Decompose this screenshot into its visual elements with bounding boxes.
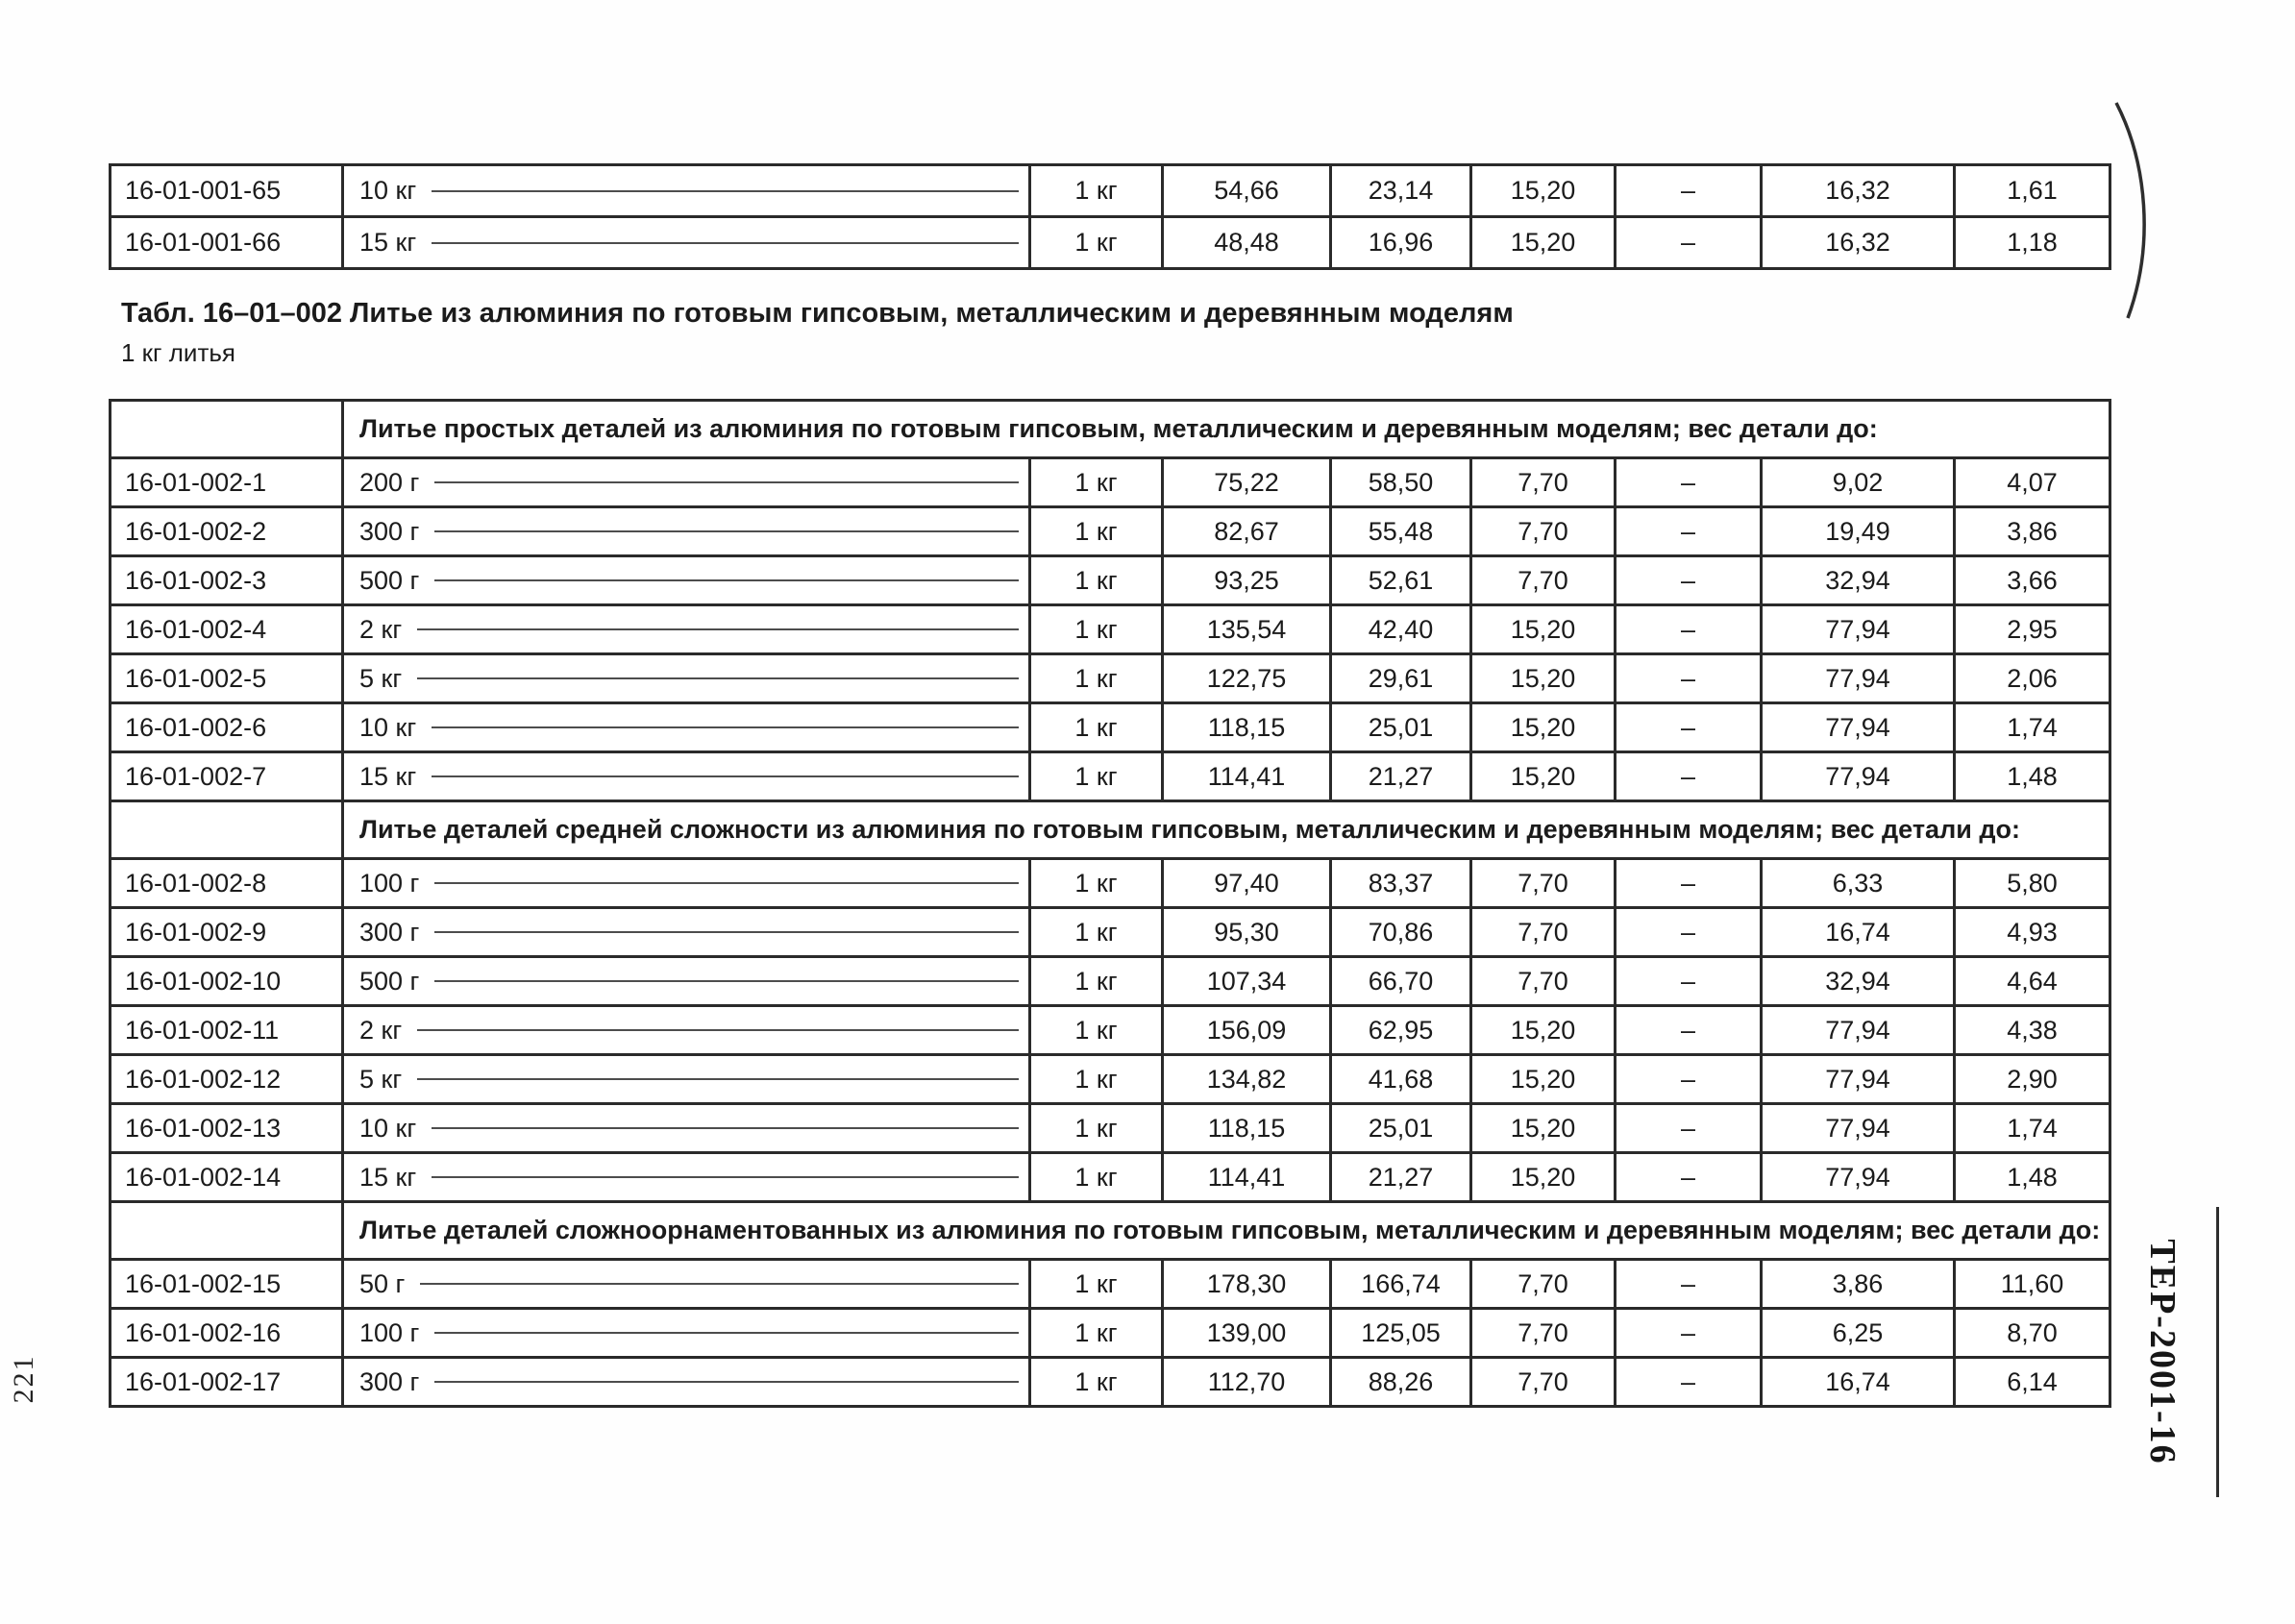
code-cell: 16-01-002-8 (111, 859, 343, 908)
description-cell (343, 859, 1030, 908)
description-wrap (344, 566, 1028, 596)
table-row (111, 1309, 2110, 1358)
description-text: 15 кг (359, 761, 417, 791)
value-cell: 1,61 (1955, 165, 2110, 217)
value-cell: 4,07 (1955, 458, 2110, 507)
value-cell: 156,09 (1163, 1006, 1331, 1055)
unit-cell: 1 кг (1030, 1153, 1163, 1202)
page-number-label: 221 (8, 1354, 39, 1404)
value-cell: – (1616, 654, 1762, 703)
value-cell: 6,33 (1762, 859, 1955, 908)
description-cell (343, 1055, 1030, 1104)
description-wrap (344, 869, 1028, 898)
value-cell: 118,15 (1163, 1104, 1331, 1153)
leader-line (432, 726, 1019, 728)
code-cell: 16-01-002-6 (111, 703, 343, 752)
table-row (111, 165, 2110, 217)
value-cell: 1,74 (1955, 703, 2110, 752)
description-text: 10 кг (359, 176, 417, 205)
value-cell: 107,34 (1163, 957, 1331, 1006)
value-cell: 88,26 (1331, 1358, 1471, 1407)
value-cell: 6,25 (1762, 1309, 1955, 1358)
value-cell: 2,95 (1955, 605, 2110, 654)
empty-cell (111, 401, 343, 458)
leader-line (432, 1127, 1019, 1129)
unit-cell: 1 кг (1030, 957, 1163, 1006)
value-cell: 16,32 (1762, 165, 1955, 217)
description-cell (343, 507, 1030, 556)
value-cell: 8,70 (1955, 1309, 2110, 1358)
description-text: 100 г (359, 868, 420, 898)
value-cell: – (1616, 1055, 1762, 1104)
leader-line (432, 242, 1019, 244)
description-wrap (344, 468, 1028, 498)
value-cell: 29,61 (1331, 654, 1471, 703)
description-wrap (344, 918, 1028, 947)
value-cell: 83,37 (1331, 859, 1471, 908)
value-cell: 16,74 (1762, 908, 1955, 957)
value-cell: 23,14 (1331, 165, 1471, 217)
table-row (111, 1260, 2110, 1309)
value-cell: 77,94 (1762, 752, 1955, 801)
table-row (111, 752, 2110, 801)
leader-line (434, 1332, 1019, 1334)
value-cell: 77,94 (1762, 654, 1955, 703)
description-cell (343, 1006, 1030, 1055)
unit-cell: 1 кг (1030, 703, 1163, 752)
description-wrap (344, 967, 1028, 997)
value-cell: – (1616, 1153, 1762, 1202)
section-header-row (111, 1202, 2110, 1260)
leader-line (434, 481, 1019, 483)
description-cell (343, 1104, 1030, 1153)
empty-cell (111, 801, 343, 859)
code-cell: 16-01-002-3 (111, 556, 343, 605)
leader-line (434, 1381, 1019, 1383)
description-text: 15 кг (359, 1162, 417, 1192)
value-cell: – (1616, 1260, 1762, 1309)
code-cell: 16-01-001-66 (111, 217, 343, 269)
table-row (111, 458, 2110, 507)
leader-line (420, 1283, 1019, 1285)
description-text: 2 кг (359, 614, 403, 644)
value-cell: 55,48 (1331, 507, 1471, 556)
description-wrap (344, 664, 1028, 694)
description-cell (343, 1153, 1030, 1202)
description-text: 10 кг (359, 1113, 417, 1143)
description-text: 200 г (359, 467, 420, 497)
table-row (111, 957, 2110, 1006)
leader-line (417, 1078, 1019, 1080)
value-cell: – (1616, 859, 1762, 908)
value-cell: 7,70 (1471, 556, 1616, 605)
value-cell: 77,94 (1762, 1104, 1955, 1153)
value-cell: 118,15 (1163, 703, 1331, 752)
value-cell: 3,66 (1955, 556, 2110, 605)
value-cell: 97,40 (1163, 859, 1331, 908)
value-cell: 178,30 (1163, 1260, 1331, 1309)
unit-cell: 1 кг (1030, 507, 1163, 556)
value-cell: 15,20 (1471, 165, 1616, 217)
table-row (111, 556, 2110, 605)
value-cell: 62,95 (1331, 1006, 1471, 1055)
code-cell: 16-01-002-4 (111, 605, 343, 654)
leader-line (432, 1176, 1019, 1178)
unit-cell: 1 кг (1030, 1104, 1163, 1153)
description-cell (343, 458, 1030, 507)
table-row (111, 908, 2110, 957)
leader-line (417, 628, 1019, 630)
value-cell: 15,20 (1471, 1055, 1616, 1104)
table-row (111, 605, 2110, 654)
description-cell (343, 217, 1030, 269)
value-cell: 77,94 (1762, 1153, 1955, 1202)
value-cell: 4,64 (1955, 957, 2110, 1006)
value-cell: 114,41 (1163, 752, 1331, 801)
table-title: Табл. 16–01–002 Литье из алюминия по готовым гипсовым, металлическим и деревянным моделям (121, 298, 1514, 329)
value-cell: 135,54 (1163, 605, 1331, 654)
value-cell: 1,48 (1955, 1153, 2110, 1202)
unit-cell: 1 кг (1030, 1309, 1163, 1358)
value-cell: 16,74 (1762, 1358, 1955, 1407)
leader-line (434, 579, 1019, 581)
description-wrap (344, 228, 1028, 258)
value-cell: 112,70 (1163, 1358, 1331, 1407)
table-row (111, 507, 2110, 556)
table-unit-note: 1 кг литья (121, 338, 235, 367)
value-cell: – (1616, 605, 1762, 654)
leader-line (434, 931, 1019, 933)
value-cell: 32,94 (1762, 556, 1955, 605)
unit-cell: 1 кг (1030, 165, 1163, 217)
unit-cell: 1 кг (1030, 556, 1163, 605)
code-cell: 16-01-002-12 (111, 1055, 343, 1104)
description-wrap (344, 615, 1028, 645)
description-cell (343, 654, 1030, 703)
unit-cell: 1 кг (1030, 217, 1163, 269)
description-wrap (344, 1016, 1028, 1046)
value-cell: 15,20 (1471, 1153, 1616, 1202)
description-text: 2 кг (359, 1015, 403, 1045)
value-cell: 21,27 (1331, 752, 1471, 801)
value-cell: 2,90 (1955, 1055, 2110, 1104)
value-cell: 42,40 (1331, 605, 1471, 654)
description-cell (343, 703, 1030, 752)
value-cell: – (1616, 1006, 1762, 1055)
value-cell: – (1616, 908, 1762, 957)
value-cell: 82,67 (1163, 507, 1331, 556)
value-cell: – (1616, 1309, 1762, 1358)
description-cell (343, 752, 1030, 801)
value-cell: 15,20 (1471, 654, 1616, 703)
unit-cell: 1 кг (1030, 1055, 1163, 1104)
value-cell: – (1616, 1104, 1762, 1153)
value-cell: 77,94 (1762, 703, 1955, 752)
value-cell: 15,20 (1471, 605, 1616, 654)
value-cell: 77,94 (1762, 605, 1955, 654)
value-cell: 7,70 (1471, 908, 1616, 957)
value-cell: 1,48 (1955, 752, 2110, 801)
code-cell: 16-01-001-65 (111, 165, 343, 217)
value-cell: 166,74 (1331, 1260, 1471, 1309)
value-cell: 1,18 (1955, 217, 2110, 269)
value-cell: 15,20 (1471, 1006, 1616, 1055)
value-cell: 2,06 (1955, 654, 2110, 703)
unit-cell: 1 кг (1030, 752, 1163, 801)
table-row (111, 1358, 2110, 1407)
description-cell (343, 1358, 1030, 1407)
value-cell: 75,22 (1163, 458, 1331, 507)
section-header: Литье простых деталей из алюминия по готовым гипсовым, металлическим и деревянным моделям; вес детали до: (343, 401, 2110, 458)
code-cell: 16-01-002-10 (111, 957, 343, 1006)
value-cell: – (1616, 458, 1762, 507)
table-row (111, 1006, 2110, 1055)
table-row (111, 217, 2110, 269)
value-cell: 15,20 (1471, 752, 1616, 801)
table-title-block (121, 298, 1514, 368)
value-cell: 7,70 (1471, 859, 1616, 908)
section-header: Литье деталей сложноорнаментованных из алюминия по готовым гипсовым, металлическим и деревянным моделям; вес детали до: (343, 1202, 2110, 1260)
description-text: 50 г (359, 1268, 406, 1298)
value-cell: 77,94 (1762, 1006, 1955, 1055)
spine-label: ТЕР-2001-16 (2142, 1239, 2183, 1465)
value-cell: 7,70 (1471, 1260, 1616, 1309)
leader-line (432, 190, 1019, 192)
page-curl-mark (2110, 101, 2168, 322)
description-wrap (344, 517, 1028, 547)
value-cell: – (1616, 556, 1762, 605)
empty-cell (111, 1202, 343, 1260)
table-row (111, 654, 2110, 703)
leader-line (417, 1029, 1019, 1031)
description-wrap (344, 1269, 1028, 1299)
value-cell: 93,25 (1163, 556, 1331, 605)
value-cell: 125,05 (1331, 1309, 1471, 1358)
leader-line (434, 882, 1019, 884)
description-wrap (344, 1114, 1028, 1144)
code-cell: 16-01-002-9 (111, 908, 343, 957)
value-cell: 54,66 (1163, 165, 1331, 217)
unit-cell: 1 кг (1030, 605, 1163, 654)
prev-table-fragment (109, 163, 2111, 270)
description-text: 5 кг (359, 663, 403, 693)
value-cell: 95,30 (1163, 908, 1331, 957)
value-cell: 58,50 (1331, 458, 1471, 507)
description-text: 500 г (359, 565, 420, 595)
description-cell (343, 1260, 1030, 1309)
code-cell: 16-01-002-17 (111, 1358, 343, 1407)
value-cell: 21,27 (1331, 1153, 1471, 1202)
value-cell: 66,70 (1331, 957, 1471, 1006)
description-text: 300 г (359, 917, 420, 947)
value-cell: – (1616, 703, 1762, 752)
unit-cell: 1 кг (1030, 654, 1163, 703)
code-cell: 16-01-002-15 (111, 1260, 343, 1309)
description-wrap (344, 1367, 1028, 1397)
section-header-row (111, 801, 2110, 859)
section-header-row (111, 401, 2110, 458)
description-text: 300 г (359, 516, 420, 546)
unit-cell: 1 кг (1030, 1358, 1163, 1407)
table-row (111, 859, 2110, 908)
description-cell (343, 957, 1030, 1006)
code-cell: 16-01-002-11 (111, 1006, 343, 1055)
description-cell (343, 556, 1030, 605)
main-table (109, 399, 2111, 1408)
unit-cell: 1 кг (1030, 1260, 1163, 1309)
value-cell: 70,86 (1331, 908, 1471, 957)
code-cell: 16-01-002-16 (111, 1309, 343, 1358)
value-cell: 7,70 (1471, 957, 1616, 1006)
leader-line (434, 530, 1019, 532)
value-cell: 7,70 (1471, 1358, 1616, 1407)
value-cell: 25,01 (1331, 703, 1471, 752)
leader-line (432, 775, 1019, 777)
code-cell: 16-01-002-13 (111, 1104, 343, 1153)
table-row (111, 1055, 2110, 1104)
description-text: 5 кг (359, 1064, 403, 1094)
code-cell: 16-01-002-14 (111, 1153, 343, 1202)
value-cell: 5,80 (1955, 859, 2110, 908)
value-cell: 25,01 (1331, 1104, 1471, 1153)
description-cell (343, 908, 1030, 957)
description-cell (343, 605, 1030, 654)
value-cell: 19,49 (1762, 507, 1955, 556)
value-cell: 32,94 (1762, 957, 1955, 1006)
value-cell: 15,20 (1471, 217, 1616, 269)
value-cell: 48,48 (1163, 217, 1331, 269)
value-cell: 7,70 (1471, 458, 1616, 507)
value-cell: 139,00 (1163, 1309, 1331, 1358)
section-header: Литье деталей средней сложности из алюминия по готовым гипсовым, металлическим и деревянным моделям; вес детали до: (343, 801, 2110, 859)
page-edge-line (2216, 1207, 2219, 1497)
value-cell: 16,96 (1331, 217, 1471, 269)
description-cell (343, 165, 1030, 217)
code-cell: 16-01-002-1 (111, 458, 343, 507)
description-wrap (344, 762, 1028, 792)
value-cell: 134,82 (1163, 1055, 1331, 1104)
value-cell: 9,02 (1762, 458, 1955, 507)
description-text: 500 г (359, 966, 420, 996)
value-cell: 4,38 (1955, 1006, 2110, 1055)
value-cell: 11,60 (1955, 1260, 2110, 1309)
unit-cell: 1 кг (1030, 859, 1163, 908)
description-text: 100 г (359, 1317, 420, 1347)
code-cell: 16-01-002-5 (111, 654, 343, 703)
description-wrap (344, 176, 1028, 206)
leader-line (417, 677, 1019, 679)
description-text: 10 кг (359, 712, 417, 742)
value-cell: 3,86 (1955, 507, 2110, 556)
unit-cell: 1 кг (1030, 1006, 1163, 1055)
value-cell: 122,75 (1163, 654, 1331, 703)
value-cell: 114,41 (1163, 1153, 1331, 1202)
value-cell: 52,61 (1331, 556, 1471, 605)
description-wrap (344, 1318, 1028, 1348)
value-cell: 4,93 (1955, 908, 2110, 957)
value-cell: 7,70 (1471, 1309, 1616, 1358)
description-wrap (344, 713, 1028, 743)
table-row (111, 1104, 2110, 1153)
description-wrap (344, 1163, 1028, 1193)
leader-line (434, 980, 1019, 982)
value-cell: – (1616, 1358, 1762, 1407)
description-text: 300 г (359, 1366, 420, 1396)
description-text: 15 кг (359, 228, 417, 257)
table-row (111, 1153, 2110, 1202)
unit-cell: 1 кг (1030, 458, 1163, 507)
value-cell: 1,74 (1955, 1104, 2110, 1153)
code-cell: 16-01-002-2 (111, 507, 343, 556)
value-cell: 6,14 (1955, 1358, 2110, 1407)
value-cell: 7,70 (1471, 507, 1616, 556)
value-cell: 3,86 (1762, 1260, 1955, 1309)
value-cell: 15,20 (1471, 703, 1616, 752)
unit-cell: 1 кг (1030, 908, 1163, 957)
description-wrap (344, 1065, 1028, 1095)
value-cell: – (1616, 165, 1762, 217)
value-cell: 41,68 (1331, 1055, 1471, 1104)
value-cell: 15,20 (1471, 1104, 1616, 1153)
value-cell: – (1616, 752, 1762, 801)
value-cell: – (1616, 507, 1762, 556)
code-cell: 16-01-002-7 (111, 752, 343, 801)
value-cell: 16,32 (1762, 217, 1955, 269)
value-cell: – (1616, 957, 1762, 1006)
value-cell: 77,94 (1762, 1055, 1955, 1104)
value-cell: – (1616, 217, 1762, 269)
description-cell (343, 1309, 1030, 1358)
table-row (111, 703, 2110, 752)
